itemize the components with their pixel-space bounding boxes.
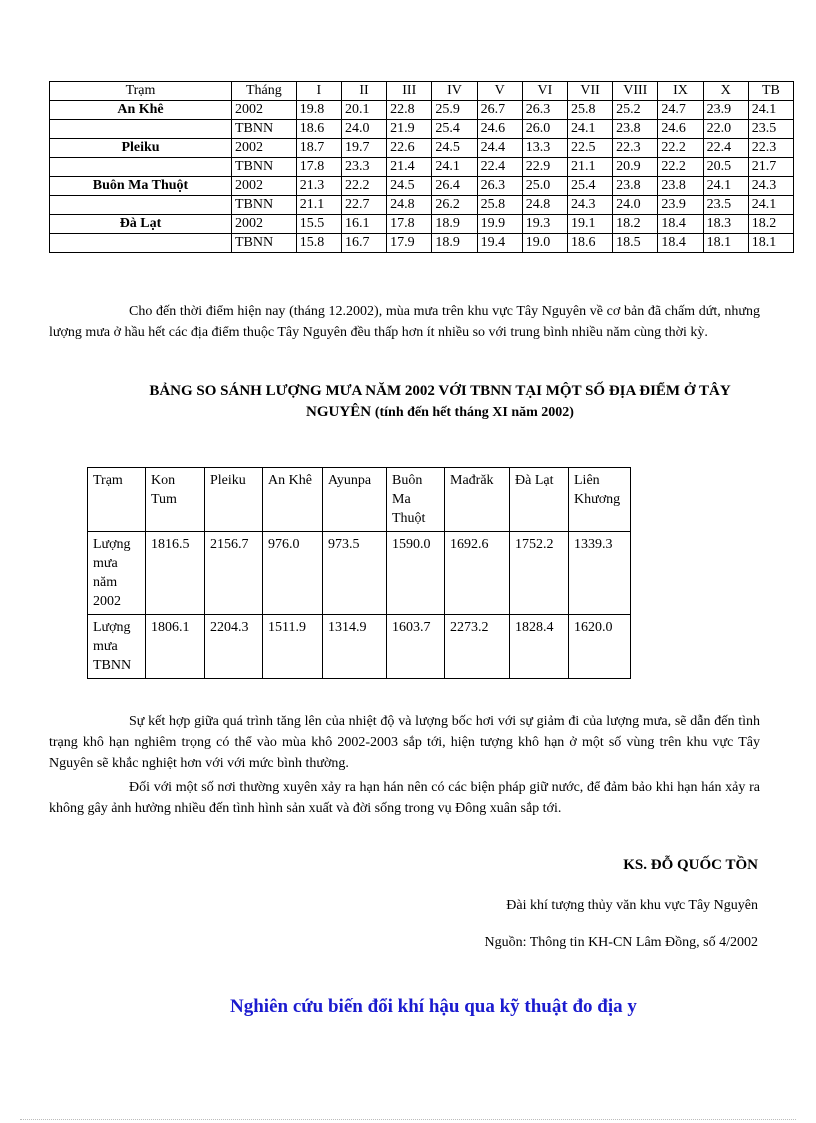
temperature-cell: 15.5 [296,215,341,234]
temperature-cell: 22.3 [613,139,658,158]
rainfall-row-tbnn [88,615,631,679]
period-cell: TBNN [232,158,297,177]
temperature-cell: 18.6 [567,234,612,253]
station-name-cell [50,234,232,253]
temperature-table-row [50,158,794,177]
temperature-cell: 23.5 [703,196,748,215]
temperature-cell: 20.5 [703,158,748,177]
temperature-cell: 16.1 [341,215,386,234]
temperature-cell: 22.2 [658,139,703,158]
station-name-cell: Pleiku [50,139,232,158]
temperature-cell: 20.1 [341,101,386,120]
rain-cell: 976.0 [263,532,323,615]
temperature-cell: 26.3 [477,177,522,196]
temperature-cell: 22.4 [703,139,748,158]
temperature-cell: 22.3 [748,139,793,158]
rain-header-dalat: Đà Lạt [510,468,569,532]
header-month-7: VII [567,82,612,101]
temperature-cell: 18.1 [748,234,793,253]
temperature-cell: 16.7 [341,234,386,253]
temperature-cell: 22.6 [387,139,432,158]
rain-header-ankhe: An Khê [263,468,323,532]
temperature-cell: 18.6 [296,120,341,139]
station-name-cell: An Khê [50,101,232,120]
temperature-cell: 19.4 [477,234,522,253]
temperature-cell: 19.8 [296,101,341,120]
temperature-cell: 19.7 [341,139,386,158]
temperature-cell: 24.1 [703,177,748,196]
period-cell: 2002 [232,101,297,120]
rain-header-station: Trạm [88,468,146,532]
rain-cell: 1692.6 [445,532,510,615]
rain-cell: 2273.2 [445,615,510,679]
rain-header-pleiku: Pleiku [205,468,263,532]
temperature-table-row [50,120,794,139]
temperature-cell: 24.8 [387,196,432,215]
temperature-cell: 21.3 [296,177,341,196]
rain-cell: 973.5 [323,532,387,615]
paragraph-rain-season: Cho đến thời điểm hiện nay (tháng 12.2002), mùa mưa trên khu vực Tây Nguyên về cơ bản đã chấm dứt, nhưng lượng mưa ở hầu hết các địa điểm thuộc Tây Nguyên đều thấp hơn ít nhiều so với trung bình nhiều năm cùng thời kỳ. [49,304,760,340]
header-month-5: V [477,82,522,101]
rain-cell: 1314.9 [323,615,387,679]
rainfall-table-header-row [88,468,631,532]
period-cell: 2002 [232,139,297,158]
temperature-cell: 18.9 [432,215,477,234]
temperature-cell: 19.1 [567,215,612,234]
rainfall-table-title-sub: (tính đến hết tháng XI năm 2002) [374,405,574,420]
temperature-cell: 17.8 [296,158,341,177]
temperature-cell: 13.3 [522,139,567,158]
temperature-cell: 24.1 [567,120,612,139]
temperature-table-header-row [50,82,794,101]
rain-row-label: Lượng mưa năm 2002 [88,532,146,615]
temperature-cell: 21.1 [296,196,341,215]
temperature-table-row [50,139,794,158]
rain-cell: 1590.0 [387,532,445,615]
temperature-cell: 22.4 [477,158,522,177]
temperature-cell: 24.0 [613,196,658,215]
temperature-cell: 25.4 [567,177,612,196]
rain-cell: 1620.0 [569,615,631,679]
period-cell: TBNN [232,120,297,139]
temperature-cell: 18.3 [703,215,748,234]
temperature-cell: 21.4 [387,158,432,177]
temperature-cell: 15.8 [296,234,341,253]
author-agency: Đài khí tượng thủy văn khu vực Tây Nguyên [506,898,758,913]
rain-cell: 1511.9 [263,615,323,679]
header-month-8: VIII [613,82,658,101]
temperature-cell: 24.3 [748,177,793,196]
temperature-cell: 22.8 [387,101,432,120]
header-month-3: III [387,82,432,101]
header-average: TB [748,82,793,101]
temperature-cell: 24.1 [748,196,793,215]
temperature-cell: 23.9 [658,196,703,215]
temperature-cell: 19.9 [477,215,522,234]
temperature-table [49,81,794,253]
rain-cell: 1816.5 [146,532,205,615]
period-cell: 2002 [232,215,297,234]
header-month-10: X [703,82,748,101]
temperature-cell: 18.1 [703,234,748,253]
temperature-cell: 25.9 [432,101,477,120]
temperature-cell: 17.8 [387,215,432,234]
temperature-cell: 17.9 [387,234,432,253]
rain-header-madrak: Mađrăk [445,468,510,532]
temperature-cell: 18.5 [613,234,658,253]
source-citation: Nguồn: Thông tin KH-CN Lâm Đồng, số 4/2002 [484,935,758,950]
rain-header-buonmathuot: Buôn Ma Thuột [387,468,445,532]
header-station: Trạm [50,82,232,101]
paragraph-drought-forecast: Sự kết hợp giữa quá trình tăng lên của nhiệt độ và lượng bốc hơi với sự giảm đi của lượng mưa, sẽ dẫn đến tình trạng khô hạn nghiêm trọng có thể vào mùa khô 2002-2003 sắp tới, hiện tượng khô hạn ở một số vùng trên khu vực Tây Nguyên sẽ khắc nghiệt hơn với với mức bình thường. [49,714,760,771]
temperature-cell: 22.5 [567,139,612,158]
temperature-cell: 18.2 [748,215,793,234]
temperature-cell: 24.1 [748,101,793,120]
station-name-cell: Buôn Ma Thuột [50,177,232,196]
rain-cell: 2204.3 [205,615,263,679]
header-month-1: I [296,82,341,101]
temperature-cell: 18.4 [658,234,703,253]
station-name-cell: Đà Lạt [50,215,232,234]
temperature-cell: 26.0 [522,120,567,139]
temperature-table-row [50,177,794,196]
temperature-cell: 23.5 [748,120,793,139]
temperature-cell: 24.8 [522,196,567,215]
temperature-cell: 26.7 [477,101,522,120]
temperature-cell: 25.0 [522,177,567,196]
temperature-cell: 26.3 [522,101,567,120]
header-month-9: IX [658,82,703,101]
temperature-cell: 24.3 [567,196,612,215]
rainfall-table-title-main: BẢNG SO SÁNH LƯỢNG MƯA NĂM 2002 VỚI TBNN TẠI MỘT SỐ ĐỊA ĐIỂM Ở TÂY NGUYÊN [149,383,731,420]
rain-cell: 1603.7 [387,615,445,679]
rainfall-table [87,467,631,679]
temperature-cell: 23.3 [341,158,386,177]
temperature-cell: 22.7 [341,196,386,215]
next-article-title: Nghiên cứu biến đổi khí hậu qua kỹ thuật đo địa y [230,996,637,1017]
period-cell: 2002 [232,177,297,196]
rain-cell: 1339.3 [569,532,631,615]
temperature-cell: 23.9 [703,101,748,120]
temperature-cell: 18.7 [296,139,341,158]
author-signature: KS. ĐỖ QUỐC TỒN [623,857,758,873]
temperature-cell: 24.5 [432,139,477,158]
station-name-cell [50,196,232,215]
temperature-cell: 24.1 [432,158,477,177]
temperature-cell: 19.0 [522,234,567,253]
rainfall-row-2002 [88,532,631,615]
temperature-cell: 23.8 [658,177,703,196]
header-month-6: VI [522,82,567,101]
temperature-cell: 19.3 [522,215,567,234]
temperature-table-row [50,101,794,120]
temperature-cell: 18.2 [613,215,658,234]
temperature-cell: 21.9 [387,120,432,139]
station-name-cell [50,120,232,139]
temperature-cell: 22.2 [658,158,703,177]
temperature-cell: 25.8 [477,196,522,215]
paragraph-recommendation: Đối với một số nơi thường xuyên xảy ra hạn hán nên có các biện pháp giữ nước, để đảm bảo khi hạn hán xảy ra không gây ảnh hưởng nhiều đến tình hình sản xuất và đời sống trong vụ Đông xuân sắp tới. [49,780,760,816]
temperature-cell: 26.4 [432,177,477,196]
temperature-cell: 24.4 [477,139,522,158]
temperature-cell: 24.7 [658,101,703,120]
temperature-cell: 18.4 [658,215,703,234]
temperature-cell: 22.2 [341,177,386,196]
period-cell: TBNN [232,234,297,253]
temperature-cell: 25.2 [613,101,658,120]
rain-cell: 1752.2 [510,532,569,615]
page-bottom-divider [20,1119,796,1120]
temperature-table-row [50,234,794,253]
temperature-cell: 25.4 [432,120,477,139]
temperature-cell: 26.2 [432,196,477,215]
header-month-2: II [341,82,386,101]
temperature-cell: 24.0 [341,120,386,139]
temperature-cell: 22.9 [522,158,567,177]
temperature-cell: 23.8 [613,120,658,139]
header-month-4: IV [432,82,477,101]
rainfall-table-title [120,381,760,423]
rain-cell: 1828.4 [510,615,569,679]
temperature-cell: 23.8 [613,177,658,196]
temperature-cell: 20.9 [613,158,658,177]
temperature-cell: 24.6 [477,120,522,139]
temperature-cell: 24.5 [387,177,432,196]
temperature-cell: 21.1 [567,158,612,177]
rain-header-kontum: Kon Tum [146,468,205,532]
rain-header-ayunpa: Ayunpa [323,468,387,532]
temperature-cell: 25.8 [567,101,612,120]
rain-row-label: Lượng mưa TBNN [88,615,146,679]
temperature-cell: 21.7 [748,158,793,177]
temperature-cell: 24.6 [658,120,703,139]
period-cell: TBNN [232,196,297,215]
temperature-cell: 18.9 [432,234,477,253]
rain-cell: 2156.7 [205,532,263,615]
rain-cell: 1806.1 [146,615,205,679]
temperature-table-row [50,196,794,215]
header-period: Tháng [232,82,297,101]
temperature-table-row [50,215,794,234]
temperature-cell: 22.0 [703,120,748,139]
station-name-cell [50,158,232,177]
rain-header-lienkhuong: Liên Khương [569,468,631,532]
